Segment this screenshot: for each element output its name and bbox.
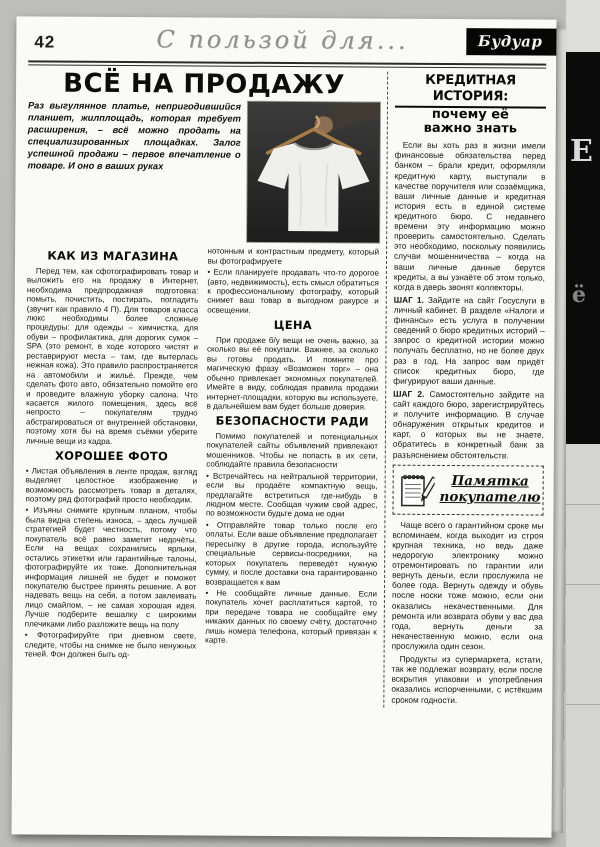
step-paragraph [393,389,544,461]
article-title: ВСЁ НА ПРОДАЖУ [63,68,346,101]
aside-title-line2: почему её [431,107,509,123]
section-heading-like-store: КАК ИЗ МАГАЗИНА [47,248,179,264]
body-paragraph: Если вы хоть раз в жизни имели финансовые обязательства перед банком – брали кредит, оформляли кредитную карту, выступали в качестве поручителя или созаёмщика, ваши личные данные и кредитная история есть в единой системе кредитного бюро. С недавнего времени эту информацию можно проверить самостоятельно. Сделать это необходимо, поскольку появились случаи мошенничества – когда на ваши личные данные берутся кредиты, а вы узнаёте об этом только, когда в дверь звонят коллекторы. [393,139,546,293]
bullet-item: • Не сообщайте личные данные. Если покупатель хочет расплатиться картой, то при передаче товара не сообщайте ему никаких данных по своему счёту, достаточно лишь номера телефона, который привязан к карте. [205,588,378,645]
main-article [24,69,380,707]
scan-corner [566,0,600,52]
body-paragraph: нотонным и контрастным предмету, который вы фотографируете [207,246,380,266]
bullet-item: • Листая объявления в ленте продаж, взгляд выделяет целостное изображение и возможность рассмотреть товар в деталях, поэтому ряд фотографий просто необходим. [25,466,198,505]
body-paragraph: Чаще всего о гарантийном сроке мы вспоминаем, когда выходит из строя крупная техника, но ведь даже недорогую электронику можно отремонтировать по гарантии или вернуть деньги, если прослужила не более года. Вернуть одежду и обувь после носки тоже можно, если они оказались некачественными. Для ремонта или возврата обуви у вас два года, вернуть деньги за некачественную можно, если она прослужила один сезон. [391,519,544,652]
body-paragraph: Продукты из супермаркета, кстати, так же подлежат возврату, если после вскрытия упаковки и употребления оказались испорченными, с истёкшим сроком годности. [391,653,543,705]
page-stack [566,444,600,847]
magazine-title: Будуар [466,28,557,56]
notepad-icon [398,469,434,509]
page-number: 42 [34,32,56,52]
section-heading-good-photo: ХОРОШЕЕ ФОТО [54,448,169,464]
body-paragraph: Помимо покупателей и потенциальных покупателей сайты объявлений привлекают мошенников. Чтобы не попасть в их сети, соблюдайте правила безопасности [206,431,378,470]
page-content [24,69,546,708]
bullet-item: • Отправляйте товар только после его оплаты. Если ваше объявление предполагает пересылку в другие города, используйте специальные сервисы-посредники, на которых покупатель переведёт нужную сумму, и после доставки она гарантированно возвращается к вам [205,520,378,587]
bullet-item: • Если планируете продавать что-то дорогое (авто, недвижимость), есть смысл обратиться к профессиональному фотографу, который снимет ваш товар в выгодном ракурсе и освещении. [207,267,379,315]
section-heading-price: ЦЕНА [273,318,313,333]
aside-title-line1: КРЕДИТНАЯ ИСТОРИЯ: [395,73,546,109]
bullet-item: • Встречайтесь на нейтральной территории, если вы продаёте компактную вещь, предлагайте встретиться где-нибудь в людном месте. Сообщая чужим свой адрес, по возможности будьте дома не одни [205,471,378,519]
stack-line [566,584,600,585]
page-header [28,24,546,63]
memo-title-line2: покупателю [439,488,541,506]
step-text: Зайдите на сайт Госуслуги в личный кабинет. В разделе «Налоги и финансы» есть услуга в получении сведений о бюро кредитных историй – запрос о кредитной истории можно получать бесплатно, но не более двух раз в год. На запрос вам придёт список кредитных бюро, где фигурируют ваши данные. [393,294,545,387]
aside-title-line3: важно знать [423,121,518,137]
body-paragraph: При продаже б/у вещи не очень важно, за сколько вы её покупали. Важнее, за сколько вы готовы продать. И помните про магическую фразу «Возможен торг» – она обычно привлекает экономных покупателей. Имейте в виду, соблюдая правила продажи интернет-площадки, которую вы используете, в дальнейшем вам будет больше доверия. [206,335,379,412]
stack-line [566,504,600,505]
adjacent-cover [566,52,600,444]
tshirt-image [247,102,380,243]
body-paragraph: Перед тем, как сфотографировать товар и выложить его на продажу в Интернет, необходима предпродажная подготовка: помыть, почистить, постирать, погладить (звучит как правило 4 П). Для товаров класса люкс необходимы более сложные процедуры: для одежды – химчистка, для обуви – профилактика, для дорогих сумок – SPA (это ремонт, в ходе которого чистят и реставрируют места – там, где вытерлась нежная кожа). Это правило распространяется на автомобили и жильё. Прежде, чем сделать фото авто, обязательно помойте его и проведите влажную уборку салона. Что касается жилого помещения, здесь всё непросто – покупателям трудно абстрагироваться от внутренней обстановки, поэтому хотя бы на время съёмки уберите личные вещи из кадра. [25,266,199,446]
step-label: ШАГ 2. [393,388,425,399]
stack-line [566,704,600,705]
header-script: С пользой для... [156,25,409,55]
column-middle [205,247,379,663]
tshirt-photo [247,102,380,243]
body-columns [25,246,380,663]
cover-letter: ё [572,282,586,308]
step-label: ШАГ 1. [393,294,424,305]
column-left [25,246,199,662]
memo-title-line1: Памятка [451,472,529,490]
memo-title [440,474,541,506]
article-lead: Раз выгулянное платье, непригодившийся планшет, жилплощадь, которая требует расширения, – всё можно продать на специализированных площадках. Залог успешной продажи – первое впечатление о товаре. И оно в ваших руках [27,100,241,172]
cover-letter: Е [570,134,593,169]
credit-history-column [383,72,546,709]
section-heading-safety: БЕЗОПАСНОСТИ РАДИ [215,414,369,429]
step-text: Самостоятельно зайдите на сайт каждого бюро, зарегистрируйтесь и получите информацию. В случае обнаружения открытых кредитов и карт, о которых вы не знаете, обратитесь в конкретный банк за разъяснением обстоятельств. [392,388,545,460]
magazine-page [12,16,557,837]
aside-title [395,73,546,137]
buyer-memo-box [392,464,543,515]
bullet-item: • Изъяны снимите крупным планом, чтобы была видна степень износа, – здесь лучшей стратегией будет честность, потому что покупатель всё равно заметит недочёты. Если на вещах сохранились ярлыки, остались этикетки или гарантийные талоны, фотографируйте их тоже. Дополнительная информация лишней не будет и поможет покупателю быстрее принять решение. А вот надевать вещь на себя, а потом заклеивать лицо смайлом, – не самая хорошая идея. Лучше подберите вешалку с широкими плечиками либо разложите вещь на полу [24,505,198,630]
lead-row [27,101,380,243]
bullet-item: • Фотографируйте при дневном свете, следите, чтобы на снимке не было ненужных теней. Фон должен быть од- [24,630,197,660]
step-paragraph [393,295,545,387]
